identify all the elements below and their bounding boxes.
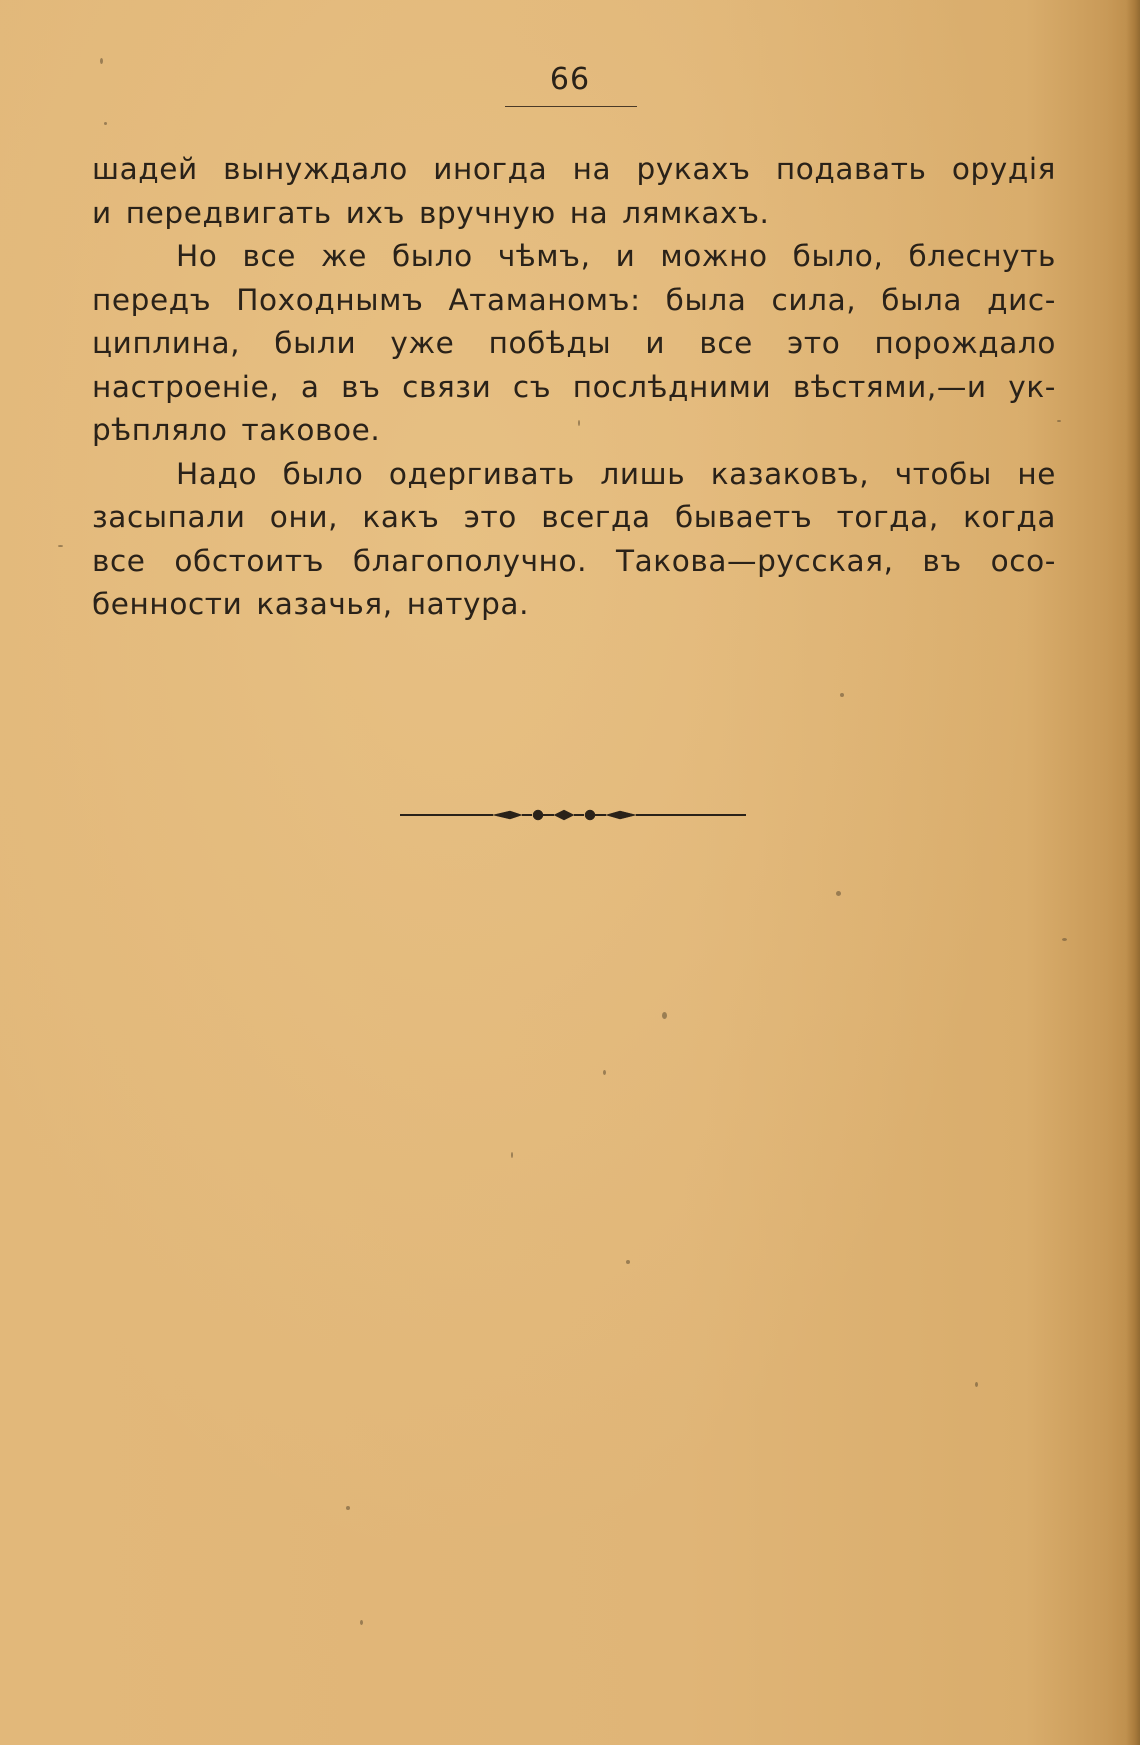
page-number-underline [505,106,637,107]
text-line: рѣпляло таковое. [92,413,381,447]
text-line: все обстоитъ благополучно. Такова—русская, въ осо- [92,543,1056,578]
body-text [92,148,1056,627]
vine-dash-ornament-icon [398,800,748,830]
text-line: шадей вынуждало иногда на рукахъ подавать орудія [92,152,1056,186]
paper-speck [836,891,841,896]
paper-speck [603,1070,606,1075]
text-line: настроеніе, а въ связи съ послѣдними вѣстями,—и ук- [92,369,1056,404]
paper-speck [58,545,63,547]
text-line: Но все же было чѣмъ, и можно было, блеснуть [176,239,1056,273]
paper-speck [360,1620,363,1625]
text-line: засыпали они, какъ это всегда бываетъ тогда, когда [92,500,1056,534]
text-line: бенности казачья, натура. [92,587,530,621]
paragraph-3 [92,453,1056,627]
paper-speck [975,1382,978,1387]
page-number: 66 [549,62,591,97]
text-line: циплина, были уже побѣды и все это порождало [92,326,1056,360]
paper-speck [511,1152,513,1158]
paragraph-2 [92,235,1056,453]
paper-speck [100,58,103,64]
paper-speck [840,693,844,697]
paper-speck [1062,938,1067,941]
paragraph-1 [92,148,1056,235]
paper-speck [626,1260,630,1264]
paper-speck [346,1506,350,1510]
paper-speck [104,122,107,125]
paper-speck [578,420,580,426]
page-edge-shadow [1126,0,1140,1745]
paper-speck [1057,420,1061,422]
paper-speck [662,1012,667,1019]
text-line: и передвигать ихъ вручную на лямкахъ. [92,195,770,230]
text-line: передъ Походнымъ Атаманомъ: была сила, была дис- [92,282,1056,317]
text-line: Надо было одергивать лишь казаковъ, чтобы не [176,456,1056,491]
